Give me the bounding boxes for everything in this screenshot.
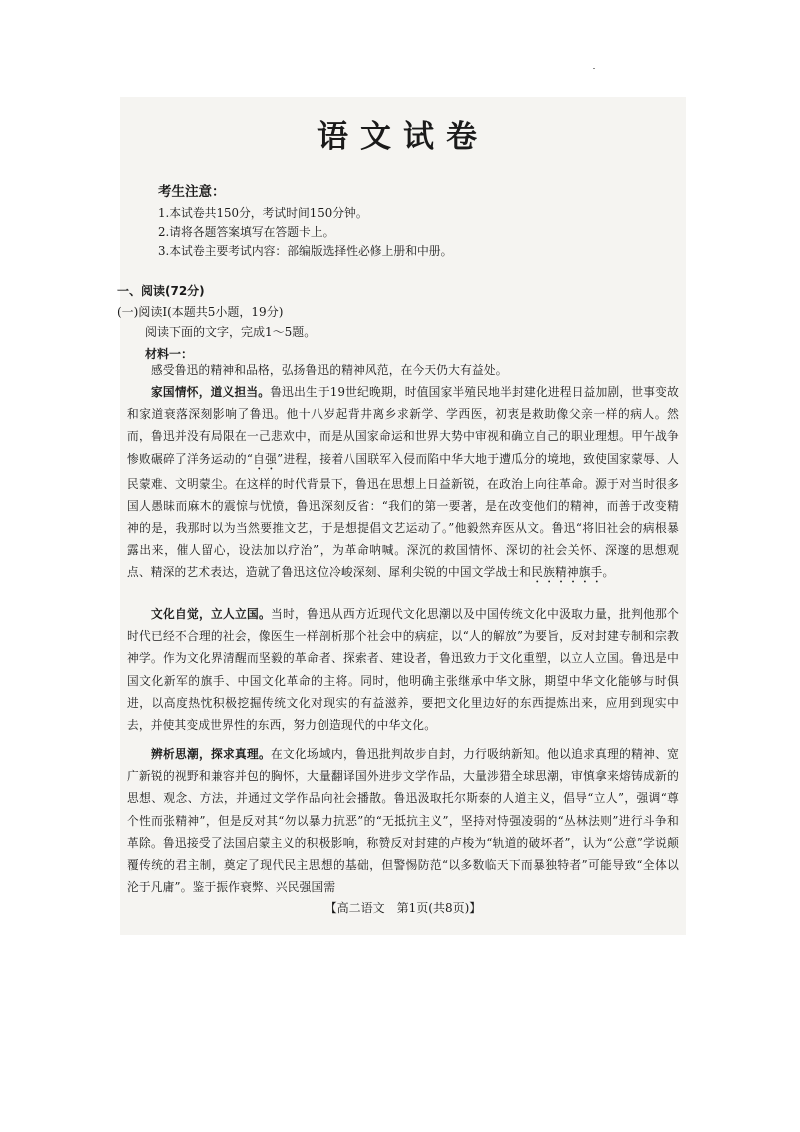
paragraph-text: 进程，接着八国联军入侵而陷中华大地于遭瓜分的境地，致使国家蒙辱、人民蒙难、文明蒙尘。在这样的时代背景下，鲁迅在思想上日益新锐，在政治上向往革命。源于对当时很多国人愚昧而麻木的震惊与忧愤，鲁迅深刻反省：“我们的第一要著，是在改变他们的精神，而善于改变精神的是，我那时以为当然要推文艺，于是想提倡文艺运动了。”他毅然弃医从文。鲁迅“将旧社会的病根暴露出来，催人留心，设法加以疗治”，为革命呐喊。深沉的救国情怀、深切的社会关怀、深邃的思想观点、精深的艺术表达，造就了鲁迅这位冷峻深刻、犀利尖锐的中国文学战士和: [127, 451, 679, 580]
emphasized-text: 民族精神旗手: [531, 565, 603, 580]
page-footer: 【高二语文 第1页(共8页)】: [324, 901, 482, 915]
section-title: 一、阅读(72分): [117, 284, 205, 298]
exam-title: 语文试卷: [317, 119, 489, 155]
paragraph-lead: 辨析思潮，探求真理。: [151, 747, 272, 761]
paragraph-text: 感受鲁迅的精神和品格，弘扬鲁迅的精神风范，在今天仍大有益处。: [151, 363, 508, 377]
notice-item: 1.本试卷共150分，考试时间150分钟。: [158, 206, 368, 220]
scan-speck: [593, 68, 595, 69]
paragraph-lead: 文化自觉，立人立国。: [151, 607, 272, 621]
notice-item: 2.请将各题答案填写在答题卡上。: [158, 225, 335, 239]
paragraph-text: 在文化场域内，鲁迅批判故步自封，力行吸纳新知。他以追求真理的精神、宽广新锐的视野和兼容并包的胸怀，大量翻译国外进步文学作品，大量涉猎全球思潮，审慎拿来熔铸成新的思想、观念、方法，并通过文学作品向社会播散。鲁迅汲取托尔斯泰的人道主义，倡导“立人”，强调“尊个性而张精神”，但是反对其“勿以暴力抗恶”的“无抵抗主义”，坚持对恃强凌弱的“丛林法则”进行斗争和革除。鲁迅接受了法国启蒙主义的积极影响，称赞反对封建的卢梭为“轨道的破坏者”，认为“公意”学说颠覆传统的君主制，奠定了现代民主思想的基础，但警惕防范“以多数临天下而暴独特者”可能导致“全体以沦于凡庸”。鉴于振作衰弊、兴民强国需: [127, 747, 679, 895]
material-label: 材料一：: [145, 347, 194, 361]
paragraph-text: 当时，鲁迅从西方近现代文化思潮以及中国传统文化中汲取力量，批判他那个时代已经不合理的社会，像医生一样剖析那个社会中的病症，以“人的解放”为要旨，反对封建专制和宗教神学。作为文化界清醒而坚毅的革命者、探索者、建设者，鲁迅致力于文化重塑，以立人立国。鲁迅是中国文化新军的旗手、中国文化革命的主将。同时，他明确主张继承中华文脉，期望中华文化能够与时俱进，以高度热忱积极挖掘传统文化对现实的有益滋养，要把文化里边好的东西提炼出来，应用到现实中去，并使其变成世界性的东西，努力创造现代的中华文化。: [127, 607, 679, 733]
paragraph-lead: 家国情怀，道义担当。: [151, 385, 271, 399]
notice-heading: 考生注意：: [158, 184, 226, 200]
paragraph-text: 鲁迅出生于19世纪晚期，时值国家半殖民地半封建化进程日益加剧，世事变故和家道衰落深刻影响了鲁迅。他十八岁起背井离乡求新学、学西医，初衷是救助像父亲一样的病人。然而，鲁迅并没有局限在一己悲欢中，而是从国家命运和世界大势中审视和确立自己的职业理想。甲午战争惨败碾碎了洋务运动的: [127, 385, 679, 466]
subsection-title: (一)阅读Ⅰ(本题共5小题，19分): [117, 305, 284, 319]
paragraph-truth: [127, 743, 679, 898]
paragraph-patriotism: [127, 381, 679, 586]
emphasized-text: “自强”: [246, 451, 284, 466]
exam-page: [117, 97, 686, 935]
reading-instruction: 阅读下面的文字，完成1～5题。: [145, 325, 317, 339]
notice-item: 3.本试卷主要考试内容：部编版选择性必修上册和中册。: [158, 244, 453, 258]
paragraph-culture: [127, 603, 679, 736]
paragraph-text: 。: [602, 565, 615, 580]
paragraph-intro: [127, 359, 679, 381]
